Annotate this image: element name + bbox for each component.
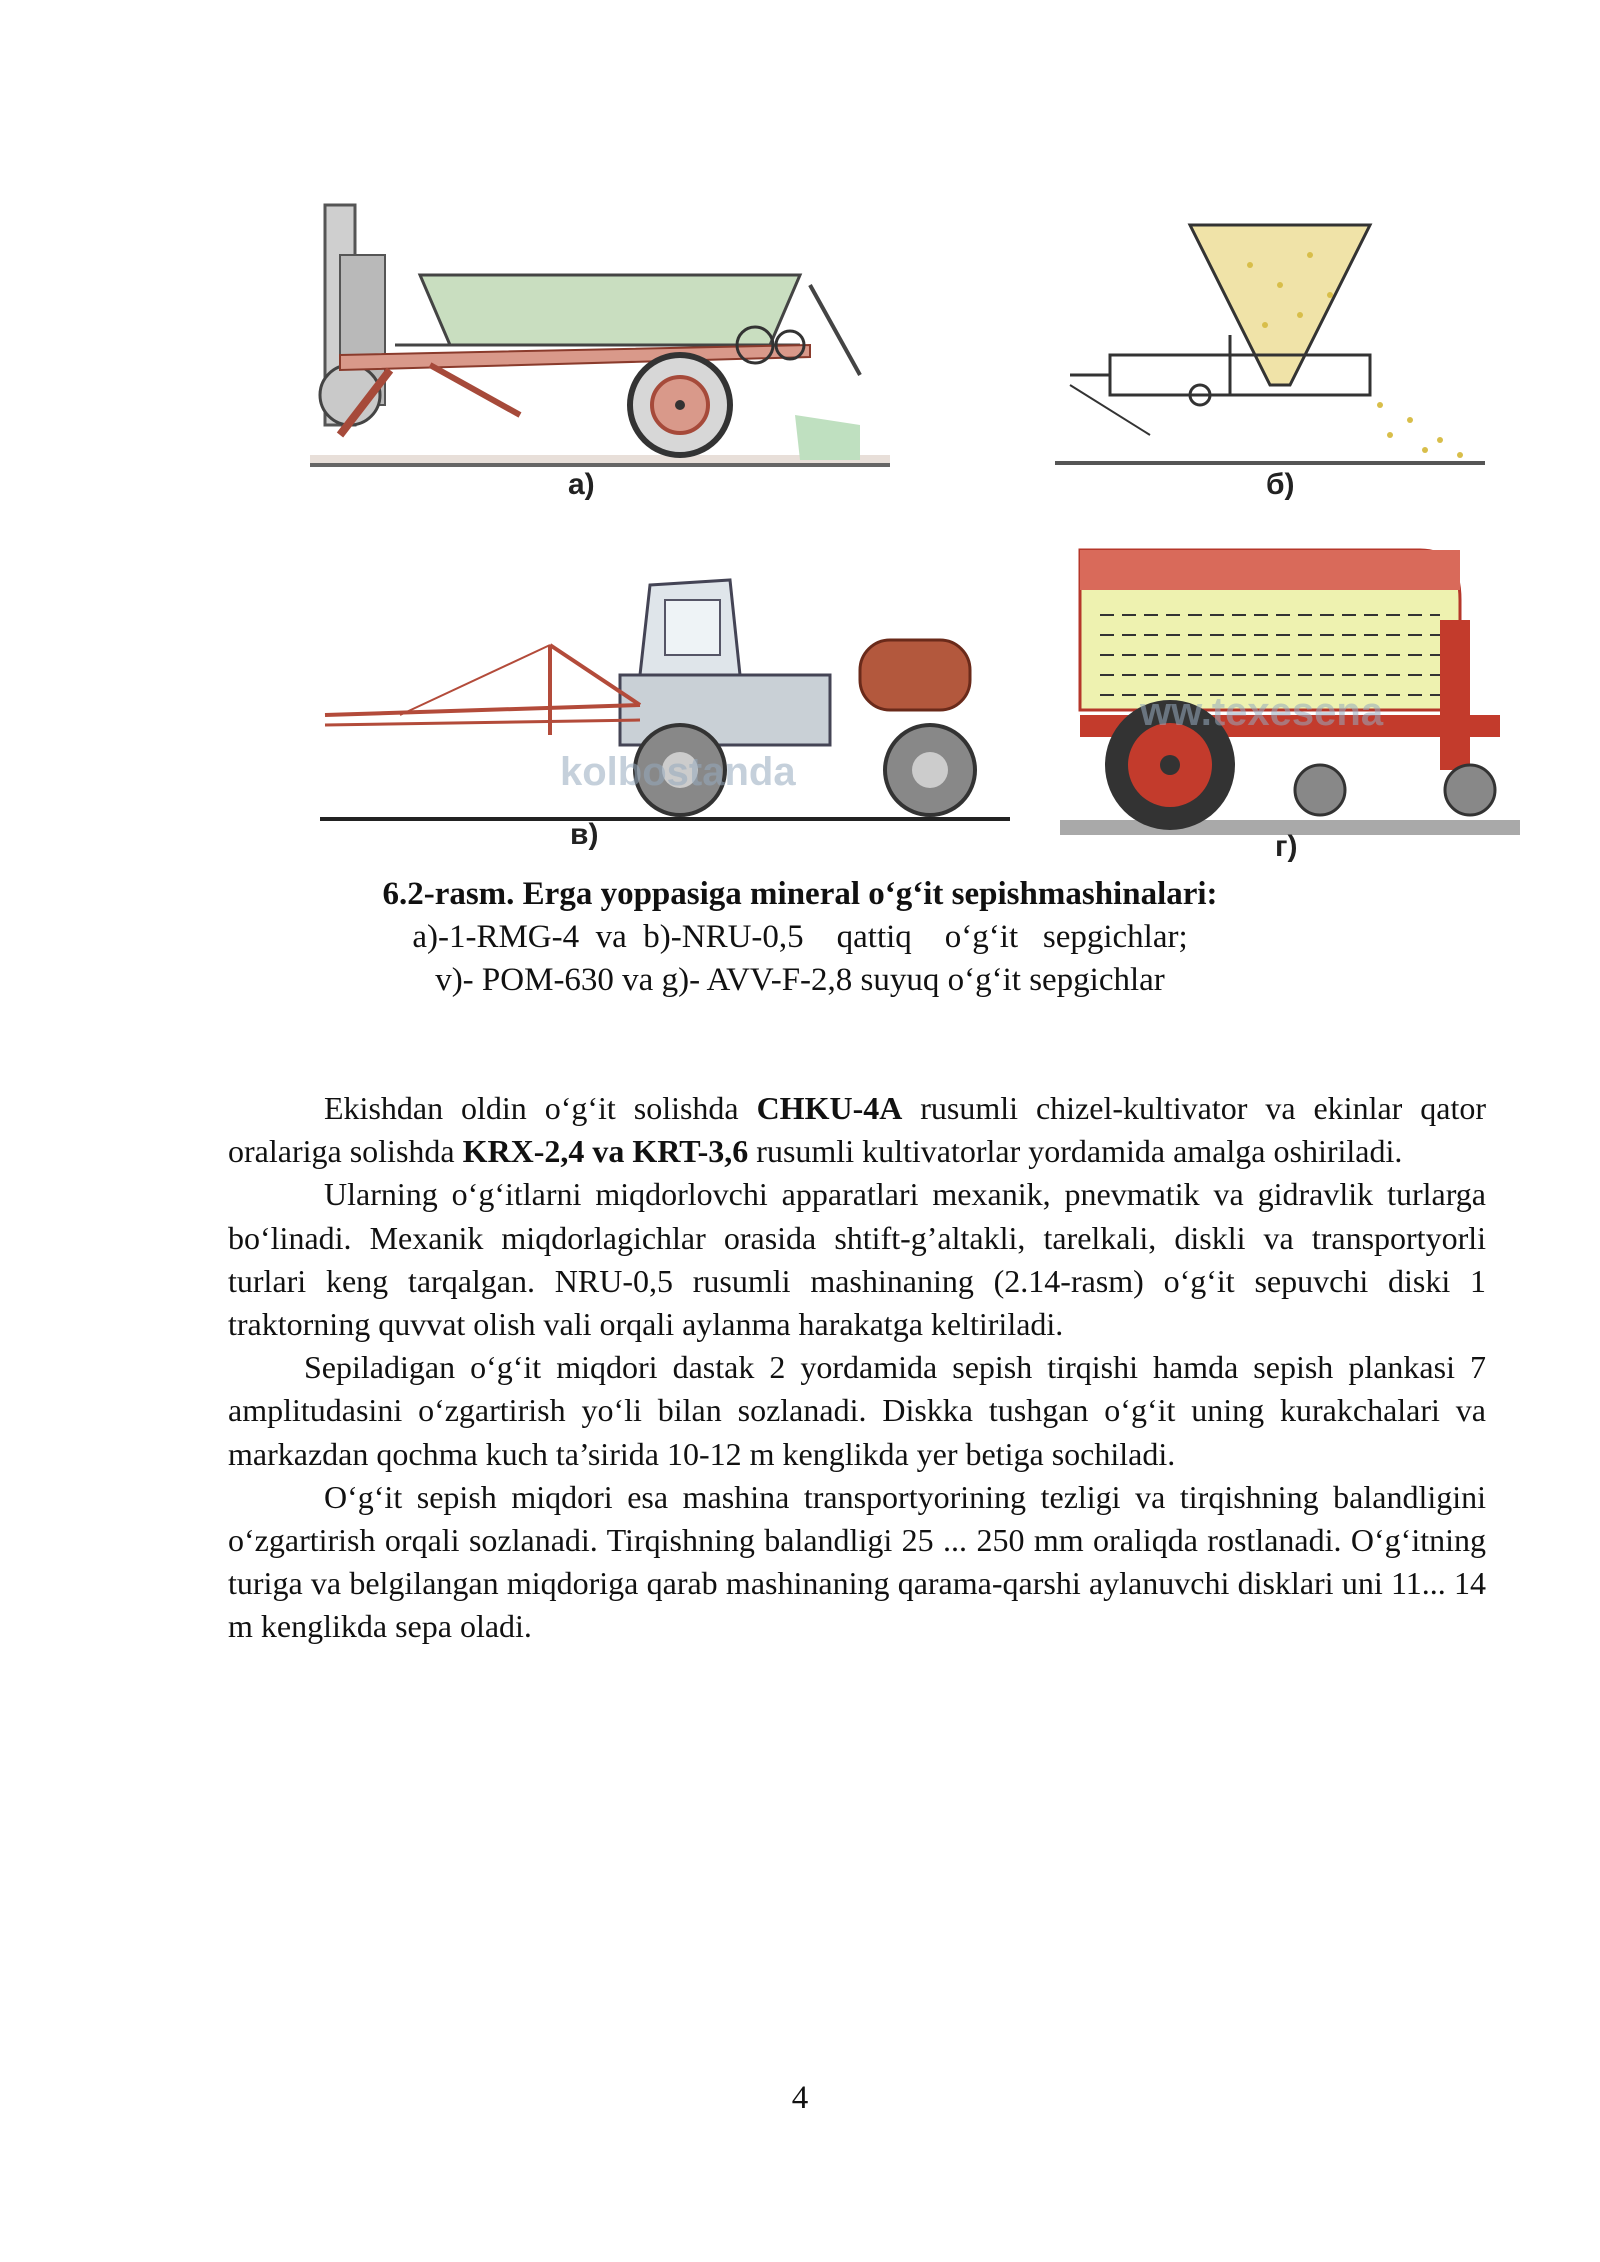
figure-caption-line-2: v)- POM-630 va g)- AVV-F-2,8 suyuq o‘g‘it sepgichlar xyxy=(435,962,1165,998)
page-number: 4 xyxy=(791,2080,809,2116)
panel-label-g: г) xyxy=(1275,830,1298,863)
paragraph-1-bold-a: CHKU-4A xyxy=(756,1090,903,1126)
panel-label-a: а) xyxy=(568,468,595,501)
paragraph-1-text-c: rusumli kultivatorlar yordamida amalga oshiriladi. xyxy=(748,1133,1403,1170)
watermark-text-2: ww.texesena xyxy=(1140,690,1384,734)
paragraph-2: Ularning o‘g‘itlarni miqdorlovchi apparatlari mexanik, pnevmatik va gidravlik turlarga bo‘linadi. Mexanik miqdorlagichlar orasida shtift-g’altakli, tarelkali, diskli va transportyorli turlari keng tarqalgan. NRU-0,5 rusumli mashinaning (2.14-rasm) o‘g‘it sepuvchi diski 1 traktorning quvvat olish vali orqali aylanma harakatga keltiriladi. xyxy=(228,1176,1486,1343)
paragraph-3: Sepiladigan o‘g‘it miqdori dastak 2 yordamida sepish tirqishi hamda sepish plankasi 7 amplitudasini o‘zgartirish yo‘li bilan sozlanadi. Diskka tushgan o‘g‘it uning kurakchalari va markazdan qochma kuch ta’sirida 10-12 m kenglikda yer betiga sochiladi. xyxy=(228,1349,1486,1472)
watermark-text-1: kolbostanda xyxy=(560,750,796,794)
paragraph-1 xyxy=(228,1087,1486,1173)
figure-panel-b xyxy=(1050,205,1490,470)
spreader-illustration-a xyxy=(300,195,900,475)
paragraph-4: O‘g‘it sepish miqdori esa mashina transportyorining tezligi va tirqishning balandligini o‘zgartirish orqali sozlanadi. Tirqishning balandligi 25 ... 250 mm oraliqda rostlanadi. O‘g‘itning turiga va belgilangan miqdoriga qarab mashinaning qarama-qarshi aylanuvchi disklari uni 11... 14 m kenglikda sepa oladi. xyxy=(228,1478,1486,1645)
figure-caption-line-1: a)-1-RMG-4 va b)-NRU-0,5 qattiq o‘g‘it sepgichlar; xyxy=(412,919,1188,955)
paragraph-1-text-a: Ekishdan oldin o‘g‘it solishda xyxy=(324,1090,757,1126)
figure-caption-title: 6.2-rasm. Erga yoppasiga mineral o‘g‘it sepishmashinalari: xyxy=(382,876,1218,912)
figure-panel-a xyxy=(300,195,900,475)
paragraph-1-text-b: rusumli chizel-kultivator va ekinlar qator oralariga solishda xyxy=(228,1090,1487,1170)
applicator-illustration-g xyxy=(1060,540,1520,835)
panel-label-b: б) xyxy=(1266,468,1295,501)
figure-panel-g xyxy=(1060,540,1520,835)
panel-label-v: в) xyxy=(570,818,599,851)
paragraph-1-bold-b: KRX-2,4 va KRT-3,6 xyxy=(462,1133,749,1170)
spreader-illustration-b xyxy=(1050,205,1490,470)
body-text xyxy=(228,1087,1486,1649)
